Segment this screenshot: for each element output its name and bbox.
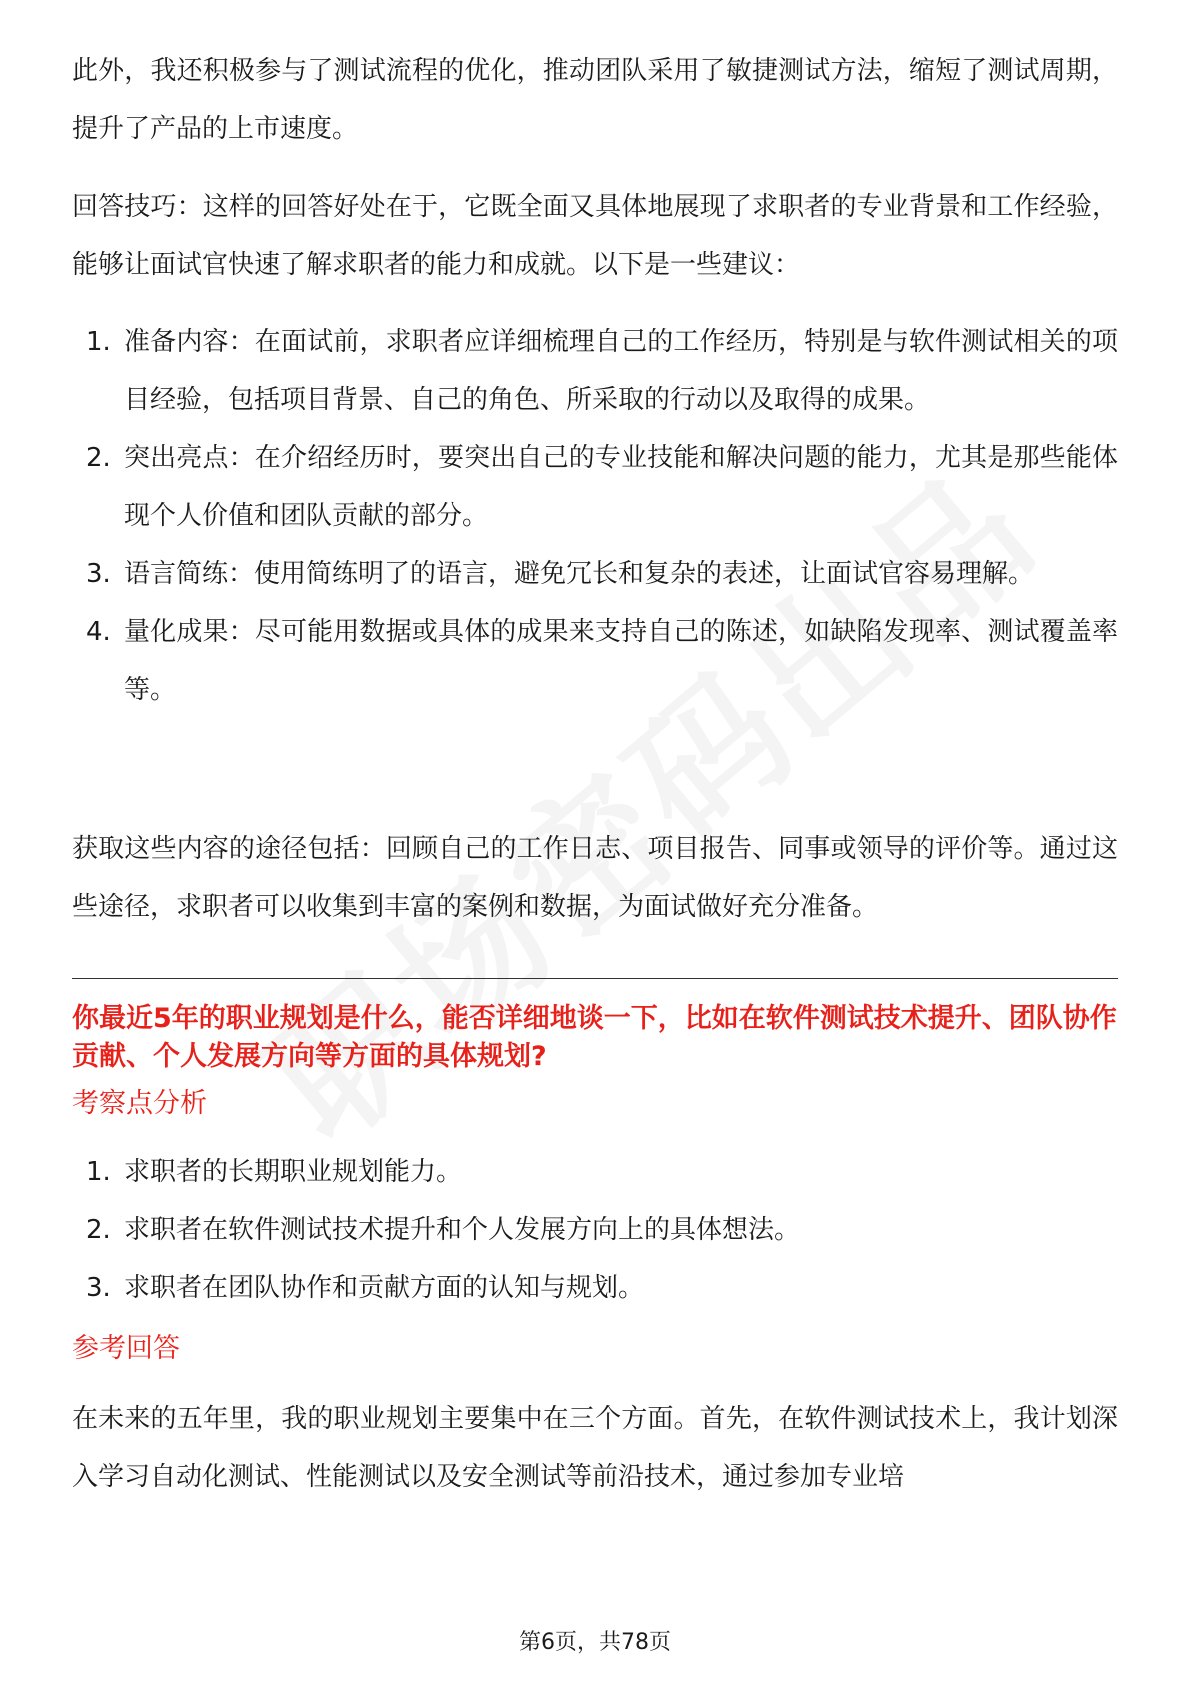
list-number: 3. [86,559,111,589]
list-item [72,1143,1118,1201]
question-title: 你最近5年的职业规划是什么，能否详细地谈一下，比如在软件测试技术提升、团队协作贡献、个人发展方向等方面的具体规划? [72,1003,1117,1072]
list-item [72,429,1118,545]
list-item [72,1259,1118,1317]
list-item-text: 求职者的长期职业规划能力。 [124,1157,463,1187]
list-item [72,313,1118,429]
page-number: 第6页，共78页 [519,1630,671,1655]
analysis-list [72,1143,1118,1317]
tips-list [72,313,1118,719]
list-item-text: 量化成果：尽可能用数据或具体的成果来支持自己的陈述，如缺陷发现率、测试覆盖率等。 [124,617,1118,705]
list-number: 2. [86,443,111,473]
list-item-text: 求职者在软件测试技术提升和个人发展方向上的具体想法。 [124,1215,801,1245]
analysis-heading: 考察点分析 [72,1088,207,1119]
paragraph-optimization: 此外，我还积极参与了测试流程的优化，推动团队采用了敏捷测试方法，缩短了测试周期，提升了产品的上市速度。 [72,56,1118,144]
section-divider [72,978,1118,979]
paragraph-sources: 获取这些内容的途径包括：回顾自己的工作日志、项目报告、同事或领导的评价等。通过这些途径，求职者可以收集到丰富的案例和数据，为面试做好充分准备。 [72,834,1118,922]
list-item [72,545,1118,603]
paragraph-answer-tips: 回答技巧：这样的回答好处在于，它既全面又具体地展现了求职者的专业背景和工作经验，能够让面试官快速了解求职者的能力和成就。以下是一些建议： [72,192,1118,280]
list-item [72,603,1118,719]
reference-answer-heading: 参考回答 [72,1333,180,1364]
list-number: 4. [86,617,111,647]
list-number: 3. [86,1273,111,1303]
list-item-text: 语言简练：使用简练明了的语言，避免冗长和复杂的表述，让面试官容易理解。 [124,559,1035,589]
paragraph-reference-answer: 在未来的五年里，我的职业规划主要集中在三个方面。首先，在软件测试技术上，我计划深入学习自动化测试、性能测试以及安全测试等前沿技术，通过参加专业培 [72,1404,1118,1492]
list-number: 1. [86,327,111,357]
list-item [72,1201,1118,1259]
list-number: 1. [86,1157,111,1187]
list-item-text: 突出亮点：在介绍经历时，要突出自己的专业技能和解决问题的能力，尤其是那些能体现个人价值和团队贡献的部分。 [124,443,1118,531]
list-item-text: 准备内容：在面试前，求职者应详细梳理自己的工作经历，特别是与软件测试相关的项目经验，包括项目背景、自己的角色、所采取的行动以及取得的成果。 [124,327,1118,415]
list-number: 2. [86,1215,111,1245]
list-item-text: 求职者在团队协作和贡献方面的认知与规划。 [124,1273,645,1303]
